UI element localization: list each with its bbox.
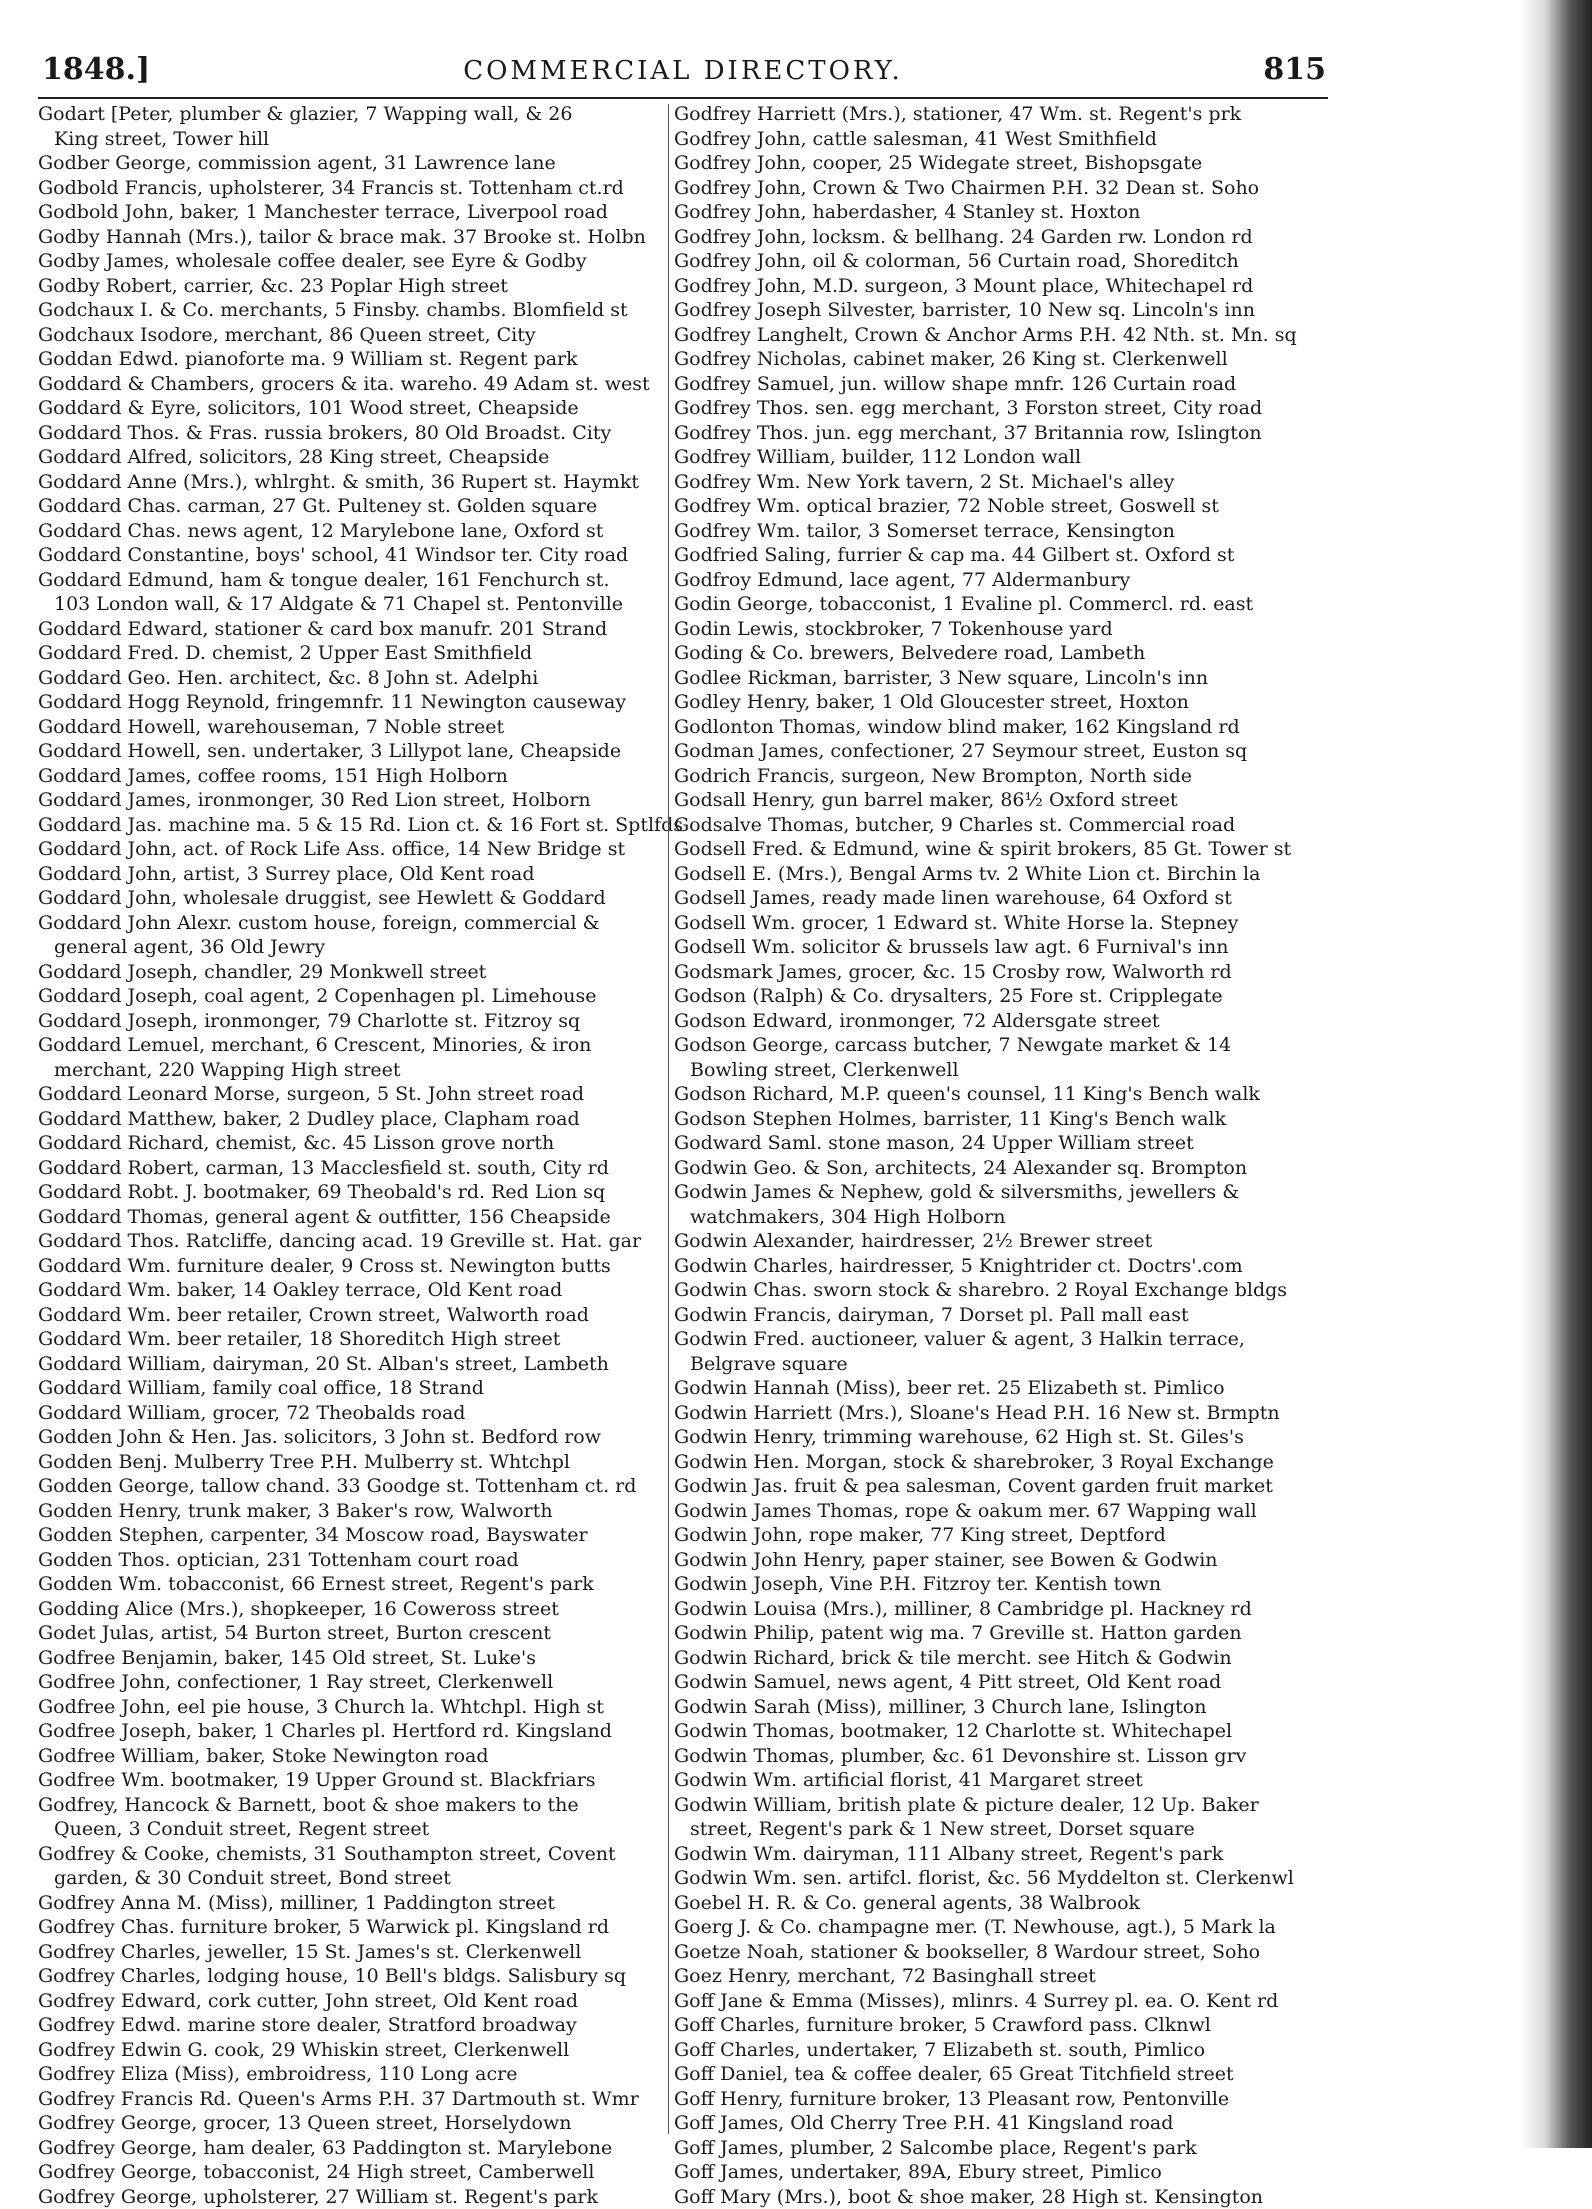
directory-entry: Belgrave square [674, 1352, 1314, 1377]
directory-entry: Godfrey George, tobacconist, 24 High street, Camberwell [38, 2160, 678, 2185]
directory-entry: Godfrey Francis Rd. Queen's Arms P.H. 37 Dartmouth st. Wmr [38, 2087, 678, 2112]
directory-entry: Goddard Wm. baker, 14 Oakley terrace, Old Kent road [38, 1278, 678, 1303]
directory-entry: Goddard Fred. D. chemist, 2 Upper East Smithfield [38, 641, 678, 666]
right-column [674, 102, 1314, 2132]
directory-entry: Godwin Wm. dairyman, 111 Albany street, Regent's park [674, 1842, 1314, 1867]
directory-entry: Godchaux Isodore, merchant, 86 Queen street, City [38, 323, 678, 348]
directory-entry: Godman James, confectioner, 27 Seymour street, Euston sq [674, 739, 1314, 764]
directory-entry: Godden Stephen, carpenter, 34 Moscow road, Bayswater [38, 1523, 678, 1548]
directory-entry: Godwin Thomas, plumber, &c. 61 Devonshire st. Lisson grv [674, 1744, 1314, 1769]
directory-entry: Godsell James, ready made linen warehouse, 64 Oxford st [674, 886, 1314, 911]
directory-entry: Godward Saml. stone mason, 24 Upper William street [674, 1131, 1314, 1156]
directory-entry: Godwin Henry, trimming warehouse, 62 High st. St. Giles's [674, 1425, 1314, 1450]
directory-entry: Godfree John, eel pie house, 3 Church la. Whtchpl. High st [38, 1695, 678, 1720]
directory-entry: Godbold Francis, upholsterer, 34 Francis st. Tottenham ct.rd [38, 176, 678, 201]
directory-entry: Goddard Joseph, ironmonger, 79 Charlotte st. Fitzroy sq [38, 1009, 678, 1034]
directory-entry: Goerg J. & Co. champagne mer. (T. Newhouse, agt.), 5 Mark la [674, 1915, 1314, 1940]
directory-entry: Goddard Jas. machine ma. 5 & 15 Rd. Lion ct. & 16 Fort st. Sptlfds [38, 813, 678, 838]
directory-entry: Goddard James, coffee rooms, 151 High Holborn [38, 764, 678, 789]
directory-entry: Godfree Benjamin, baker, 145 Old street, St. Luke's [38, 1646, 678, 1671]
directory-entry: Godart [Peter, plumber & glazier, 7 Wapping wall, & 26 [38, 102, 678, 127]
directory-entry: Goff James, Old Cherry Tree P.H. 41 Kingsland road [674, 2111, 1314, 2136]
directory-entry: Godwin John Henry, paper stainer, see Bowen & Godwin [674, 1548, 1314, 1573]
directory-entry: Godfrey George, ham dealer, 63 Paddington st. Marylebone [38, 2136, 678, 2161]
directory-entry: Godden Henry, trunk maker, 3 Baker's row, Walworth [38, 1499, 678, 1524]
directory-entry: Godfrey, Hancock & Barnett, boot & shoe makers to the [38, 1793, 678, 1818]
directory-entry: Godwin James Thomas, rope & oakum mer. 67 Wapping wall [674, 1499, 1314, 1524]
directory-entry: Godson Edward, ironmonger, 72 Aldersgate street [674, 1009, 1314, 1034]
directory-entry: Goddard Chas. carman, 27 Gt. Pulteney st. Golden square [38, 494, 678, 519]
directory-entry: Godfrey Charles, lodging house, 10 Bell's bldgs. Salisbury sq [38, 1964, 678, 1989]
directory-entry: Godley Henry, baker, 1 Old Gloucester street, Hoxton [674, 690, 1314, 715]
directory-entry: Godby Hannah (Mrs.), tailor & brace mak. 37 Brooke st. Holbn [38, 225, 678, 250]
directory-entry: Godfrey George, upholsterer, 27 William st. Regent's park [38, 2185, 678, 2209]
directory-entry: Godden John & Hen. Jas. solicitors, 3 John st. Bedford row [38, 1425, 678, 1450]
directory-entry: Godwin Joseph, Vine P.H. Fitzroy ter. Kentish town [674, 1572, 1314, 1597]
directory-entry: Goddard Lemuel, merchant, 6 Crescent, Minories, & iron [38, 1033, 678, 1058]
directory-entry: Godson Stephen Holmes, barrister, 11 King's Bench walk [674, 1107, 1314, 1132]
directory-entry: Godwin Harriett (Mrs.), Sloane's Head P.H. 16 New st. Brmptn [674, 1401, 1314, 1426]
directory-entry: Godwin Chas. sworn stock & sharebro. 2 Royal Exchange bldgs [674, 1278, 1314, 1303]
directory-entry: Godfrey Anna M. (Miss), milliner, 1 Paddington street [38, 1891, 678, 1916]
directory-entry: Godwin Samuel, news agent, 4 Pitt street, Old Kent road [674, 1670, 1314, 1695]
directory-entry: Goddard Anne (Mrs.), whlrght. & smith, 36 Rupert st. Haymkt [38, 470, 678, 495]
directory-entry: Goebel H. R. & Co. general agents, 38 Walbrook [674, 1891, 1314, 1916]
directory-entry: Goff James, plumber, 2 Salcombe place, Regent's park [674, 2136, 1314, 2161]
directory-entry: Goff Charles, furniture broker, 5 Crawford pass. Clknwl [674, 2013, 1314, 2038]
directory-entry: Godwin Thomas, bootmaker, 12 Charlotte st. Whitechapel [674, 1719, 1314, 1744]
directory-entry: Godsell Wm. grocer, 1 Edward st. White Horse la. Stepney [674, 911, 1314, 936]
directory-entry: Goddard & Chambers, grocers & ita. wareho. 49 Adam st. west [38, 372, 678, 397]
directory-entry: Goddard Howell, warehouseman, 7 Noble street [38, 715, 678, 740]
directory-entry: Godin Lewis, stockbroker, 7 Tokenhouse yard [674, 617, 1314, 642]
directory-entry: Godwin Alexander, hairdresser, 2½ Brewer street [674, 1229, 1314, 1254]
directory-entry: Godden Wm. tobacconist, 66 Ernest street, Regent's park [38, 1572, 678, 1597]
directory-entry: Goddard John, wholesale druggist, see Hewlett & Goddard [38, 886, 678, 911]
directory-entry: Godson George, carcass butcher, 7 Newgate market & 14 [674, 1033, 1314, 1058]
header-title: COMMERCIAL DIRECTORY. [38, 56, 1328, 86]
directory-entry: Godfrey Eliza (Miss), embroidress, 110 Long acre [38, 2062, 678, 2087]
directory-entry: Godfrey Chas. furniture broker, 5 Warwick pl. Kingsland rd [38, 1915, 678, 1940]
directory-entry: Godsall Henry, gun barrel maker, 86½ Oxford street [674, 788, 1314, 813]
directory-entry: general agent, 36 Old Jewry [38, 935, 678, 960]
directory-entry: Goetze Noah, stationer & bookseller, 8 Wardour street, Soho [674, 1940, 1314, 1965]
directory-entry: Goddard William, dairyman, 20 St. Alban's street, Lambeth [38, 1352, 678, 1377]
directory-entry: Godding Alice (Mrs.), shopkeeper, 16 Coweross street [38, 1597, 678, 1622]
directory-entry: Goddard Thomas, general agent & outfitter, 156 Cheapside [38, 1205, 678, 1230]
directory-entry: Goddard Joseph, coal agent, 2 Copenhagen pl. Limehouse [38, 984, 678, 1009]
directory-entry: Goding & Co. brewers, Belvedere road, Lambeth [674, 641, 1314, 666]
directory-entry: Godfried Saling, furrier & cap ma. 44 Gilbert st. Oxford st [674, 543, 1314, 568]
directory-entry: Godsell Wm. solicitor & brussels law agt. 6 Furnival's inn [674, 935, 1314, 960]
directory-entry: Godwin Francis, dairyman, 7 Dorset pl. Pall mall east [674, 1303, 1314, 1328]
directory-entry: Godfrey Nicholas, cabinet maker, 26 King st. Clerkenwell [674, 347, 1314, 372]
directory-entry: Goez Henry, merchant, 72 Basinghall street [674, 1964, 1314, 1989]
directory-entry: Godsell Fred. & Edmund, wine & spirit brokers, 85 Gt. Tower st [674, 837, 1314, 862]
directory-entry: Goddard William, grocer, 72 Theobalds road [38, 1401, 678, 1426]
directory-entry: Goddard Robert, carman, 13 Macclesfield st. south, City rd [38, 1156, 678, 1181]
directory-entry: Goddard Richard, chemist, &c. 45 Lisson grove north [38, 1131, 678, 1156]
directory-entry: Godwin Louisa (Mrs.), milliner, 8 Cambridge pl. Hackney rd [674, 1597, 1314, 1622]
directory-entry: Goff James, undertaker, 89A, Ebury street, Pimlico [674, 2160, 1314, 2185]
directory-entry: Goddan Edwd. pianoforte ma. 9 William st. Regent park [38, 347, 678, 372]
directory-entry: Godwin Richard, brick & tile mercht. see Hitch & Godwin [674, 1646, 1314, 1671]
directory-entry: Goddard Thos. & Fras. russia brokers, 80 Old Broadst. City [38, 421, 678, 446]
directory-entry: Goddard Chas. news agent, 12 Marylebone lane, Oxford st [38, 519, 678, 544]
directory-entry: Godet Julas, artist, 54 Burton street, Burton crescent [38, 1621, 678, 1646]
directory-entry: Goddard Wm. beer retailer, 18 Shoreditch High street [38, 1327, 678, 1352]
directory-entry: Godfrey Wm. New York tavern, 2 St. Michael's alley [674, 470, 1314, 495]
directory-entry: Godwin Jas. fruit & pea salesman, Covent garden fruit market [674, 1474, 1314, 1499]
directory-entry: Goddard Edmund, ham & tongue dealer, 161 Fenchurch st. [38, 568, 678, 593]
directory-entry: Goddard Matthew, baker, 2 Dudley place, Clapham road [38, 1107, 678, 1132]
directory-entry: Goddard Edward, stationer & card box manufr. 201 Strand [38, 617, 678, 642]
directory-entry: Godlonton Thomas, window blind maker, 162 Kingsland rd [674, 715, 1314, 740]
directory-entry: Godby Robert, carrier, &c. 23 Poplar High street [38, 274, 678, 299]
directory-entry: Godden Benj. Mulberry Tree P.H. Mulberry st. Whtchpl [38, 1450, 678, 1475]
directory-entry: Godfrey & Cooke, chemists, 31 Southampton street, Covent [38, 1842, 678, 1867]
directory-entry: Godin George, tobacconist, 1 Evaline pl. Commercl. rd. east [674, 592, 1314, 617]
directory-entry: Goddard Wm. furniture dealer, 9 Cross st. Newington butts [38, 1254, 678, 1279]
directory-entry: Goff Henry, furniture broker, 13 Pleasant row, Pentonville [674, 2087, 1314, 2112]
column-divider [668, 104, 669, 2134]
directory-entry: Godwin James & Nephew, gold & silversmiths, jewellers & [674, 1180, 1314, 1205]
directory-entry: Goddard Wm. beer retailer, Crown street, Walworth road [38, 1303, 678, 1328]
page-binding-edge [1520, 0, 1592, 2148]
directory-entry: Godfrey Thos. sen. egg merchant, 3 Forston street, City road [674, 396, 1314, 421]
directory-entry: Godwin Charles, hairdresser, 5 Knightrider ct. Doctrs'.com [674, 1254, 1314, 1279]
directory-entry: King street, Tower hill [38, 127, 678, 152]
directory-entry: Goff Jane & Emma (Misses), mlinrs. 4 Surrey pl. ea. O. Kent rd [674, 1989, 1314, 2014]
directory-entry: Godfrey Wm. tailor, 3 Somerset terrace, Kensington [674, 519, 1314, 544]
directory-entry: Goddard Alfred, solicitors, 28 King street, Cheapside [38, 445, 678, 470]
directory-entry: Godfrey Joseph Silvester, barrister, 10 New sq. Lincoln's inn [674, 298, 1314, 323]
directory-entry: Goddard Howell, sen. undertaker, 3 Lillypot lane, Cheapside [38, 739, 678, 764]
directory-entry: Godfree William, baker, Stoke Newington road [38, 1744, 678, 1769]
directory-entry: Godfrey Harriett (Mrs.), stationer, 47 Wm. st. Regent's prk [674, 102, 1314, 127]
header-rule [38, 97, 1328, 99]
page-number: 815 [1263, 52, 1326, 87]
directory-entry: Godwin Philip, patent wig ma. 7 Greville st. Hatton garden [674, 1621, 1314, 1646]
directory-entry: Goddard & Eyre, solicitors, 101 Wood street, Cheapside [38, 396, 678, 421]
directory-entry: garden, & 30 Conduit street, Bond street [38, 1866, 678, 1891]
left-column [38, 102, 678, 2132]
directory-entry: Godson Richard, M.P. queen's counsel, 11 King's Bench walk [674, 1082, 1314, 1107]
directory-entry: Queen, 3 Conduit street, Regent street [38, 1817, 678, 1842]
directory-entry: Goddard Leonard Morse, surgeon, 5 St. John street road [38, 1082, 678, 1107]
directory-entry: Godfroy Edmund, lace agent, 77 Aldermanbury [674, 568, 1314, 593]
directory-entry: Godwin Sarah (Miss), milliner, 3 Church lane, Islington [674, 1695, 1314, 1720]
directory-entry: Godfrey Samuel, jun. willow shape mnfr. 126 Curtain road [674, 372, 1314, 397]
directory-entry: Godden Thos. optician, 231 Tottenham court road [38, 1548, 678, 1573]
directory-entry: watchmakers, 304 High Holborn [674, 1205, 1314, 1230]
directory-entry: Godber George, commission agent, 31 Lawrence lane [38, 151, 678, 176]
directory-entry: Godden George, tallow chand. 33 Goodge st. Tottenham ct. rd [38, 1474, 678, 1499]
directory-entry: Goddard Robt. J. bootmaker, 69 Theobald's rd. Red Lion sq [38, 1180, 678, 1205]
directory-entry: Godfrey John, Crown & Two Chairmen P.H. 32 Dean st. Soho [674, 176, 1314, 201]
directory-entry: Godfrey Langhelt, Crown & Anchor Arms P.H. 42 Nth. st. Mn. sq [674, 323, 1314, 348]
directory-entry: Godfrey John, locksm. & bellhang. 24 Garden rw. London rd [674, 225, 1314, 250]
directory-entry: Godfree John, confectioner, 1 Ray street, Clerkenwell [38, 1670, 678, 1695]
directory-entry: Godfrey John, M.D. surgeon, 3 Mount place, Whitechapel rd [674, 274, 1314, 299]
directory-entry: street, Regent's park & 1 New street, Dorset square [674, 1817, 1314, 1842]
directory-entry: Godbold John, baker, 1 Manchester terrace, Liverpool road [38, 200, 678, 225]
directory-entry: Goddard William, family coal office, 18 Strand [38, 1376, 678, 1401]
directory-entry: Godwin Fred. auctioneer, valuer & agent, 3 Halkin terrace, [674, 1327, 1314, 1352]
directory-entry: Godfrey John, cattle salesman, 41 West Smithfield [674, 127, 1314, 152]
directory-entry: Godson (Ralph) & Co. drysalters, 25 Fore st. Cripplegate [674, 984, 1314, 1009]
directory-entry: merchant, 220 Wapping High street [38, 1058, 678, 1083]
directory-entry: Goff Charles, undertaker, 7 Elizabeth st. south, Pimlico [674, 2038, 1314, 2063]
directory-entry: Godfrey Edwd. marine store dealer, Stratford broadway [38, 2013, 678, 2038]
directory-entry: Godwin Wm. artificial florist, 41 Margaret street [674, 1768, 1314, 1793]
directory-entry: Godfree Joseph, baker, 1 Charles pl. Hertford rd. Kingsland [38, 1719, 678, 1744]
directory-entry: Godsell E. (Mrs.), Bengal Arms tv. 2 White Lion ct. Birchin la [674, 862, 1314, 887]
directory-entry: Godwin John, rope maker, 77 King street, Deptford [674, 1523, 1314, 1548]
directory-entry: Godfrey William, builder, 112 London wall [674, 445, 1314, 470]
directory-entry: Godfree Wm. bootmaker, 19 Upper Ground st. Blackfriars [38, 1768, 678, 1793]
directory-entry: Godfrey Thos. jun. egg merchant, 37 Britannia row, Islington [674, 421, 1314, 446]
directory-entry: Bowling street, Clerkenwell [674, 1058, 1314, 1083]
directory-entry: Goddard Constantine, boys' school, 41 Windsor ter. City road [38, 543, 678, 568]
directory-entry: Godlee Rickman, barrister, 3 New square, Lincoln's inn [674, 666, 1314, 691]
directory-entry: Godrich Francis, surgeon, New Brompton, North side [674, 764, 1314, 789]
directory-entry: Godfrey Edward, cork cutter, John street, Old Kent road [38, 1989, 678, 2014]
directory-entry: Godchaux I. & Co. merchants, 5 Finsby. chambs. Blomfield st [38, 298, 678, 323]
directory-entry: Godsalve Thomas, butcher, 9 Charles st. Commercial road [674, 813, 1314, 838]
directory-entry: Godwin William, british plate & picture dealer, 12 Up. Baker [674, 1793, 1314, 1818]
directory-entry: Godfrey John, oil & colorman, 56 Curtain road, Shoreditch [674, 249, 1314, 274]
directory-entry: Goff Mary (Mrs.), boot & shoe maker, 28 High st. Kensington [674, 2185, 1314, 2209]
directory-entry: Goddard John, artist, 3 Surrey place, Old Kent road [38, 862, 678, 887]
directory-entry: Goddard Joseph, chandler, 29 Monkwell street [38, 960, 678, 985]
directory-entry: Godwin Wm. sen. artifcl. florist, &c. 56 Myddelton st. Clerkenwl [674, 1866, 1314, 1891]
directory-entry: Godfrey John, haberdasher, 4 Stanley st. Hoxton [674, 200, 1314, 225]
directory-entry: Goddard John Alexr. custom house, foreign, commercial & [38, 911, 678, 936]
directory-entry: Godsmark James, grocer, &c. 15 Crosby row, Walworth rd [674, 960, 1314, 985]
directory-entry: Goddard Hogg Reynold, fringemnfr. 11 Newington causeway [38, 690, 678, 715]
directory-entry: Godfrey Charles, jeweller, 15 St. James's st. Clerkenwell [38, 1940, 678, 1965]
directory-entry: Goff Daniel, tea & coffee dealer, 65 Great Titchfield street [674, 2062, 1314, 2087]
directory-entry: Godfrey Wm. optical brazier, 72 Noble street, Goswell st [674, 494, 1314, 519]
directory-entry: Godwin Geo. & Son, architects, 24 Alexander sq. Brompton [674, 1156, 1314, 1181]
directory-entry: Godwin Hannah (Miss), beer ret. 25 Elizabeth st. Pimlico [674, 1376, 1314, 1401]
directory-entry: Godfrey John, cooper, 25 Widegate street, Bishopsgate [674, 151, 1314, 176]
directory-entry: Godfrey Edwin G. cook, 29 Whiskin street, Clerkenwell [38, 2038, 678, 2063]
directory-entry: 103 London wall, & 17 Aldgate & 71 Chapel st. Pentonville [38, 592, 678, 617]
directory-entry: Goddard Geo. Hen. architect, &c. 8 John st. Adelphi [38, 666, 678, 691]
directory-entry: Goddard James, ironmonger, 30 Red Lion street, Holborn [38, 788, 678, 813]
directory-entry: Godwin Hen. Morgan, stock & sharebroker, 3 Royal Exchange [674, 1450, 1314, 1475]
header-year: 1848.] [42, 52, 150, 87]
page-header [38, 52, 1328, 96]
directory-entry: Godfrey George, grocer, 13 Queen street, Horselydown [38, 2111, 678, 2136]
directory-entry: Goddard John, act. of Rock Life Ass. office, 14 New Bridge st [38, 837, 678, 862]
directory-entry: Goddard Thos. Ratcliffe, dancing acad. 19 Greville st. Hat. gar [38, 1229, 678, 1254]
directory-entry: Godby James, wholesale coffee dealer, see Eyre & Godby [38, 249, 678, 274]
